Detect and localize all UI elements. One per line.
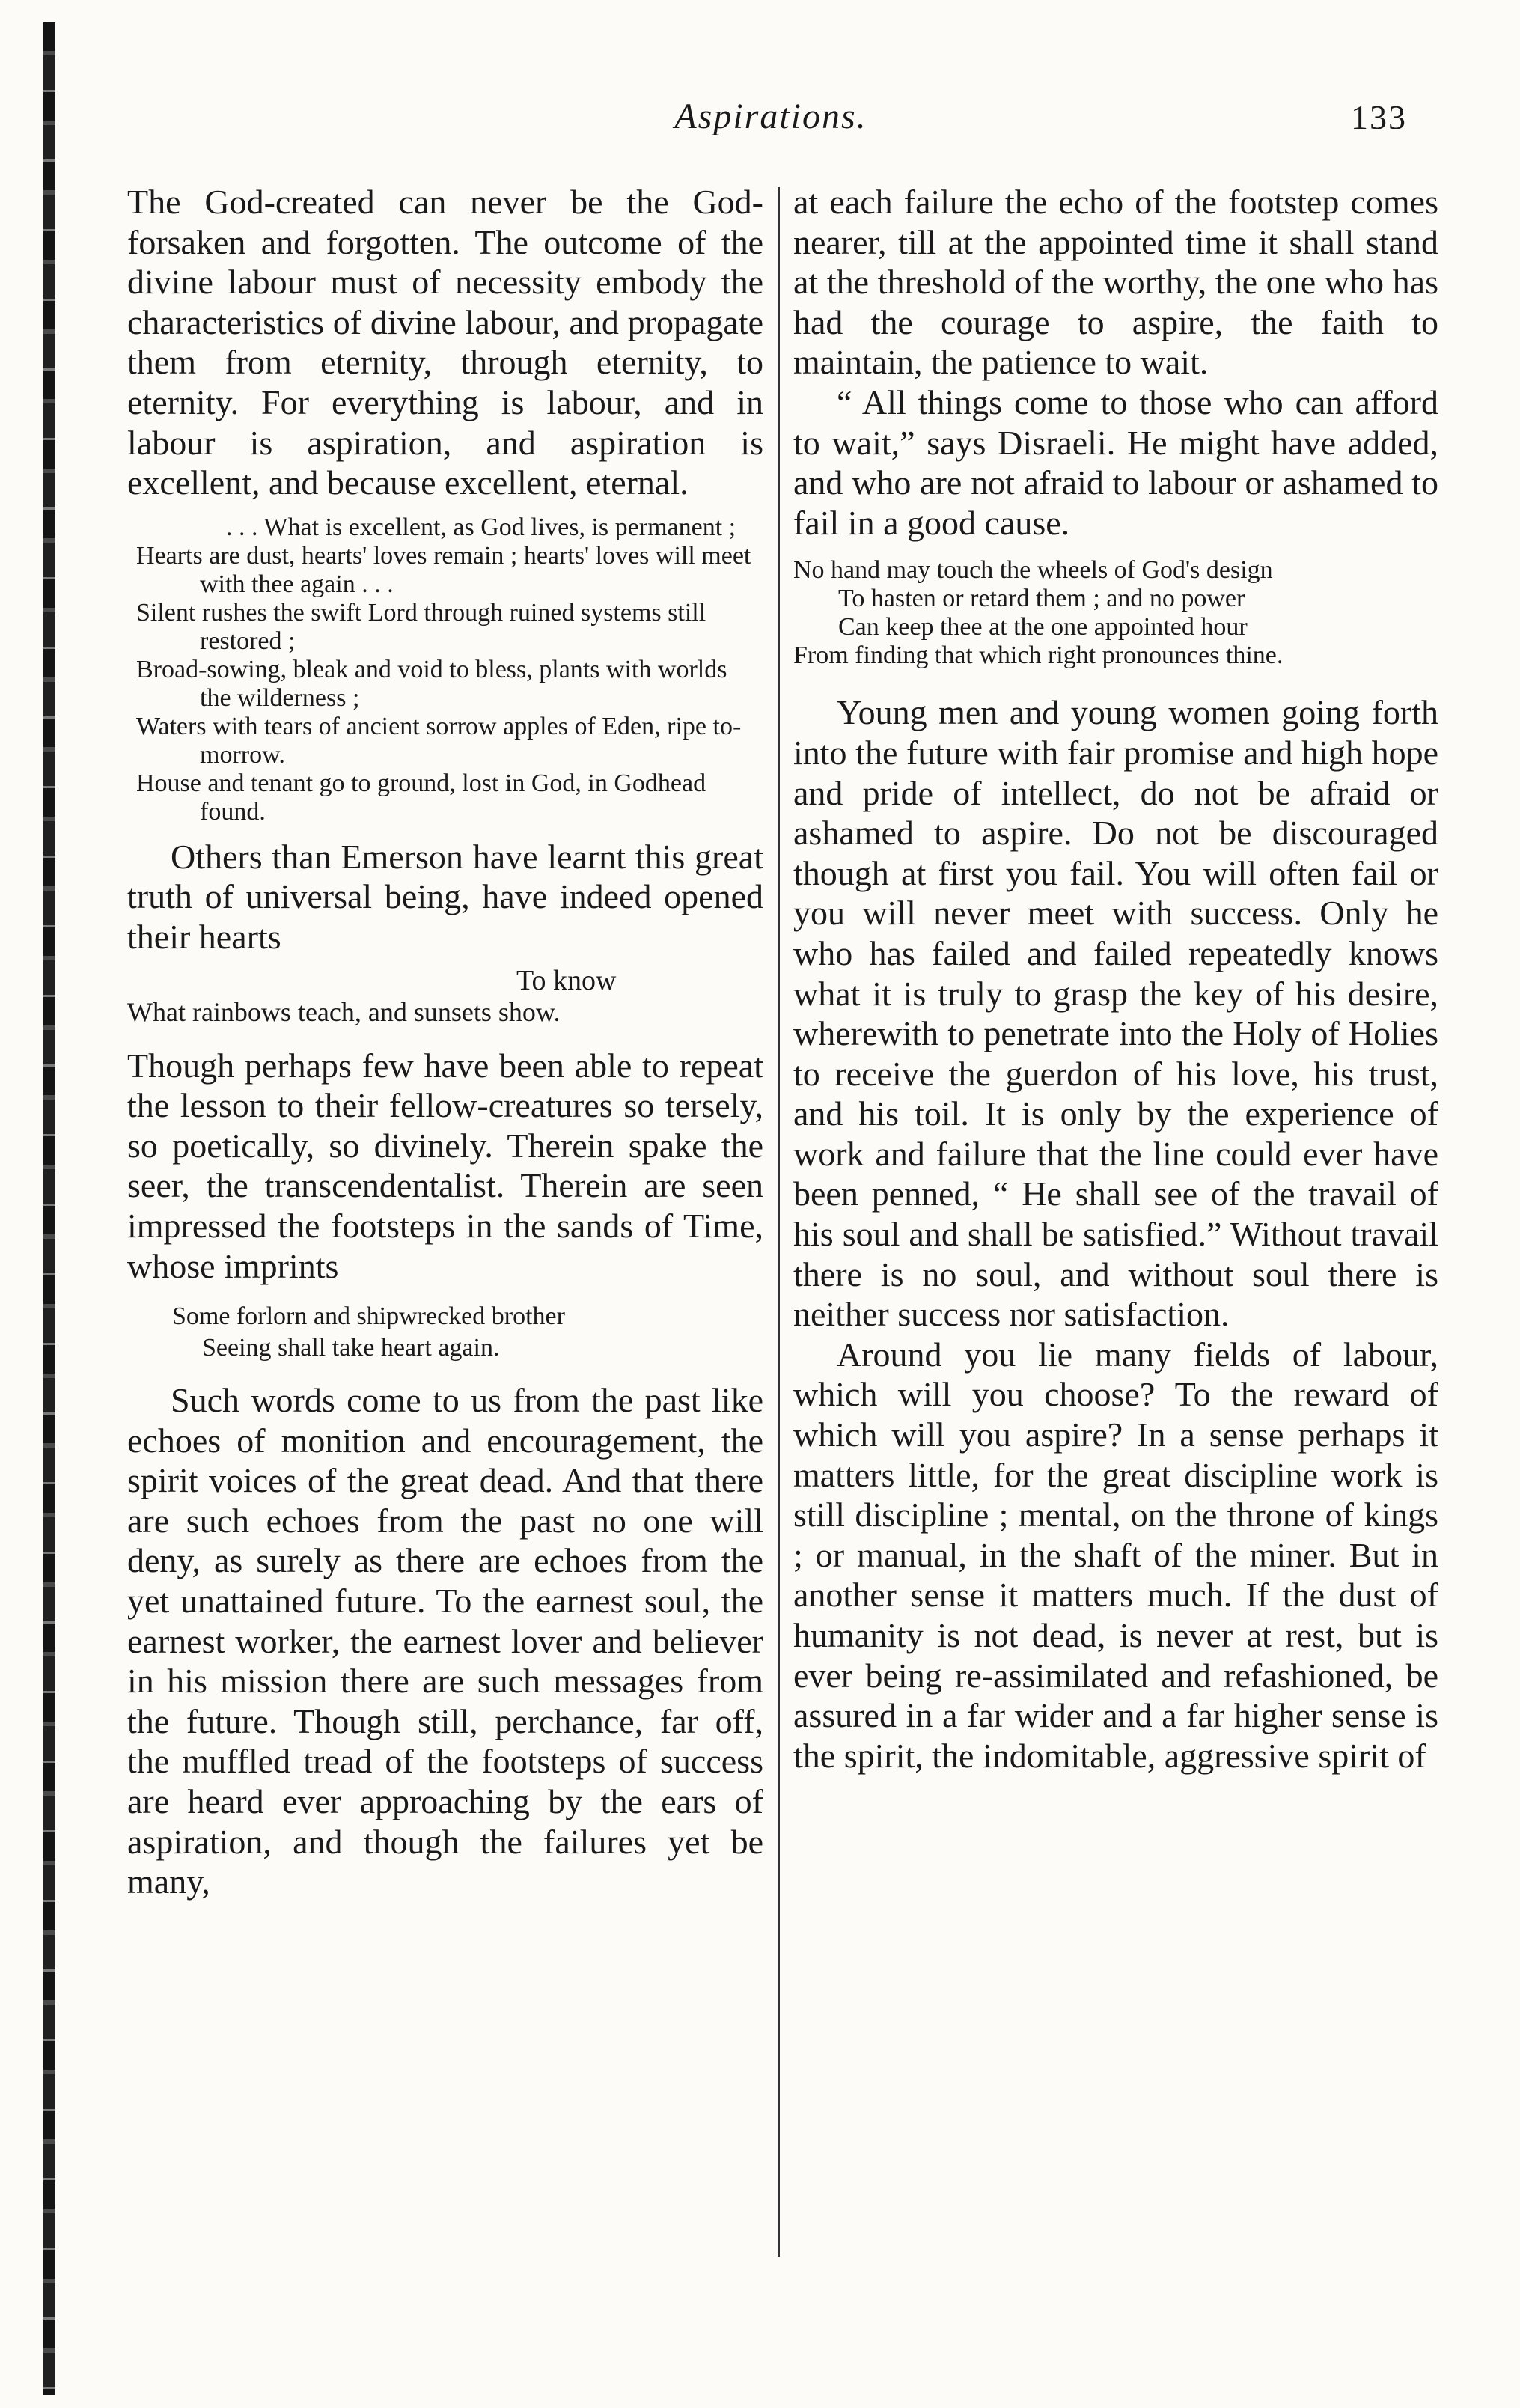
poem-line: House and tenant go to ground, lost in God, in Godhead found. xyxy=(136,769,706,826)
paragraph: Around you lie many fields of labour, which will you choose? To the reward of which will you aspire? In a sense perhaps it matters little, for the great discipline work is still discipline ; mental, on the throne of kings ; or manual, in the shaft of the miner. But in another sense it matters much. If the dust of humanity is not dead, is never at rest, but is ever being re-assimilated and refashioned, be assured in a far wider and a far higher sense is the spirit, the indomitable, aggressive spirit of xyxy=(793,1335,1438,1775)
poem-shipwreck xyxy=(127,1301,763,1364)
paragraph: “ All things come to those who can afford to wait,” says Disraeli. He might have added, and who are not afraid to labour or ashamed to fail in a good cause. xyxy=(793,382,1438,542)
poem-line: Waters with tears of ancient sorrow apples of Eden, ripe to-morrow. xyxy=(136,712,742,769)
paragraph: The God-created can never be the God-forsaken and forgotten. The outcome of the divine labour must of necessity embody the characteristics of divine labour, and propagate them from eternity, through eternity, to eternity. For everything is labour, and in labour is aspiration, and aspiration is excellent, and because excellent, eternal. xyxy=(127,183,763,502)
poem-line: Hearts are dust, hearts' loves remain ; hearts' loves will meet with thee again . . . xyxy=(136,541,751,598)
page-binding-edge xyxy=(43,22,55,2395)
paragraph: Though perhaps few have been able to repeat the lesson to their fellow-creatures so tersely, so poetically, so divinely. Therein spake the seer, the transcendentalist. Therein are seen impressed the footsteps in the sands of Time, whose imprints xyxy=(127,1046,763,1285)
poem-design xyxy=(793,556,1438,670)
page-number: 133 xyxy=(1351,98,1407,136)
paragraph: Others than Emerson have learnt this great truth of universal being, have indeed opened their hearts xyxy=(127,837,763,956)
quote-line: To know xyxy=(516,964,617,996)
paragraph: at each failure the echo of the footstep comes nearer, till at the appointed time it shall stand at the threshold of the worthy, the one who has had the courage to aspire, the faith to maintain, the patience to wait. xyxy=(793,183,1438,382)
poem-line: Can keep thee at the one appointed hour xyxy=(838,613,1248,641)
poem-line: Silent rushes the swift Lord through ruined systems still restored ; xyxy=(136,598,706,655)
poem-line: No hand may touch the wheels of God's design xyxy=(793,556,1273,585)
column-divider xyxy=(778,187,780,2257)
poem-emerson xyxy=(127,513,763,826)
poem-line: . . . What is excellent, as God lives, is permanent ; xyxy=(226,513,736,541)
poem-line: Some forlorn and shipwrecked brother xyxy=(172,1302,565,1331)
poem-line: From finding that which right pronounces thine. xyxy=(793,641,1284,670)
paragraph: Young men and young women going forth into the future with fair promise and high hope and pride of intellect, do not be afraid or ashamed to aspire. Do not be discouraged though at first you fail. You will often fail or you will never meet with success. Only he who has failed and failed repeatedly knows what it is truly to grasp the key of his desire, wherewith to penetrate into the Holy of Holies to receive the guerdon of his love, his trust, and his toil. It is only by the experience of work and failure that the line could ever have been penned, “ He shall see of the travail of his soul and shall be satisfied.” Without travail there is no soul, and without soul there is neither success nor satisfaction. xyxy=(793,693,1438,1334)
poem-line: Broad-sowing, bleak and void to bless, plants with worlds the wilderness ; xyxy=(136,655,727,712)
quote-line: What rainbows teach, and sunsets show. xyxy=(127,996,561,1027)
running-head: Aspirations. xyxy=(674,97,867,136)
paragraph: Such words come to us from the past like echoes of monition and encouragement, the spirit voices of the great dead. And that there are such echoes from the past no one will deny, as surely as there are echoes from the yet unattained future. To the earnest soul, the earnest worker, the earnest lover and believer in his mission there are such messages from the future. Though still, perchance, far off, the muffled tread of the footsteps of success are heard ever approaching by the ears of aspiration, and though the failures yet be many, xyxy=(127,1381,763,1901)
right-column xyxy=(793,182,1438,1775)
poem-line: Seeing shall take heart again. xyxy=(202,1334,500,1362)
poem-line: To hasten or retard them ; and no power xyxy=(838,585,1245,613)
left-column xyxy=(127,182,763,1902)
page-header xyxy=(135,96,1407,148)
